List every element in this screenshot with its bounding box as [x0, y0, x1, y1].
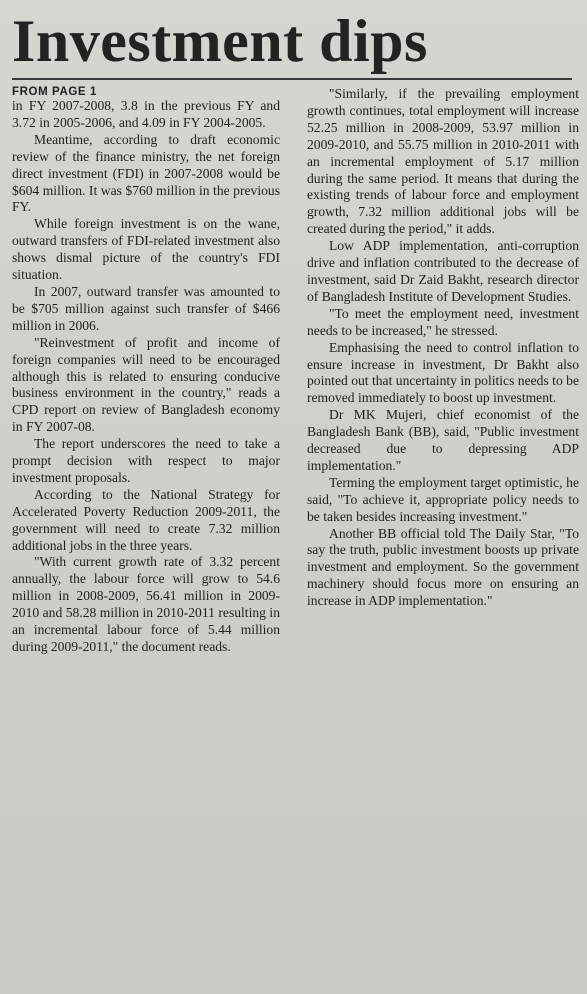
- paragraph: In 2007, outward transfer was amounted to be $705 million against such transfer of $466 million in 2006.: [12, 283, 280, 333]
- paragraph: "To meet the employment need, investment needs to be increased," he stressed.: [307, 305, 579, 338]
- paragraph: Dr MK Mujeri, chief economist of the Bangladesh Bank (BB), said, "Public investment decreased due to depressing ADP implementation.": [307, 407, 579, 473]
- headline: Investment dips: [12, 8, 428, 74]
- paragraph: Low ADP implementation, anti-corruption drive and inflation contributed to the decrease of investment, said Dr Zaid Bakht, research director of Bangladesh Institute of Development Studies.: [307, 238, 579, 304]
- kicker: FROM PAGE 1: [12, 86, 97, 98]
- article-columns: [12, 86, 579, 656]
- paragraph: in FY 2007-2008, 3.8 in the previous FY and 3.72 in 2005-2006, and 4.09 in FY 2004-2005.: [12, 98, 280, 130]
- paragraph: "Reinvestment of profit and income of foreign companies will need to be encouraged although this is related to ensuring conducive business environment in the country," reads a CPD report on review of Bangladesh economy in FY 2007-08.: [12, 334, 280, 435]
- left-column: [12, 86, 280, 656]
- paragraph: "Similarly, if the prevailing employment growth continues, total employment will increase 52.25 million in 2008-2009, 53.97 million in 2009-2010, and 55.75 million in 2010-2011 with an incremental employment of 5.17 million during the same period. It means that during the existing trends of labour force and employment growth, 7.32 million additional jobs will be created during the period," it adds.: [307, 86, 579, 237]
- paragraph: Terming the employment target optimistic, he said, "To achieve it, appropriate policy needs to be taken besides increasing investment.": [307, 474, 579, 524]
- paragraph: Emphasising the need to control inflation to ensure increase in investment, Dr Bakht also pointed out that uncertainty in politics needs to be removed immediately to boost up investment.: [307, 339, 579, 406]
- paragraph: According to the National Strategy for Accelerated Poverty Reduction 2009-2011, the government will need to create 7.32 million additional jobs in the three years.: [12, 486, 280, 553]
- paragraph: The report underscores the need to take a prompt decision with respect to major investment proposals.: [12, 436, 280, 485]
- paragraph: While foreign investment is on the wane, outward transfers of FDI-related investment also shows dismal picture of the country's FDI situation.: [12, 216, 280, 283]
- headline-rule: [12, 78, 572, 80]
- paragraph: Another BB official told The Daily Star, "To say the truth, public investment boosts up private investment and employment. So the government machinery should focus more on ensuring an increase in ADP implementation.": [307, 525, 579, 609]
- right-column: [307, 86, 579, 656]
- paragraph: "With current growth rate of 3.32 percent annually, the labour force will grow to 54.6 million in 2008-2009, 56.41 million in 2009-2010 and 58.28 million in 2010-2011 resulting in an incremental labour force of 5.44 million during 2009-2011," the document reads.: [12, 554, 280, 654]
- paragraph: Meantime, according to draft economic review of the finance ministry, the net foreign direct investment (FDI) in 2007-2008 would be $604 million. It was $760 million in the previous FY.: [12, 131, 280, 215]
